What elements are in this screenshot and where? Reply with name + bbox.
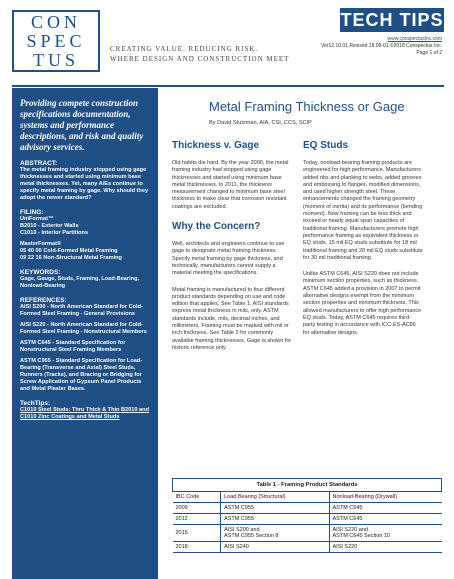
table-row: [173, 525, 442, 542]
tech-tips-badge: TECH TIPS: [340, 10, 444, 30]
filing-line: C1010 - Interior Partitions: [20, 230, 89, 236]
paragraph: Metal framing is manufactured to four different product standards depending on use and code edition that applies. See Table 1. AISI standards express metal thickness in mils, only. ASTM standards include, mils, decimal inches, and millimeters. Framing must be marked with mil or inch thickness. See Table 2 for commonly available framing thicknesses. Gage is shown for historic reference only.: [172, 286, 292, 351]
section-heading: EQ Studs: [303, 140, 349, 151]
table-cell: 2015: [173, 525, 221, 542]
section-heading: Thickness v. Gage: [172, 140, 260, 151]
table-caption-row: [173, 479, 442, 492]
logo-line: CON: [30, 12, 81, 32]
table-row: [173, 542, 442, 553]
left-column: [172, 140, 292, 358]
techtips-link[interactable]: C1010 Steel Studs: Thru Thick & Thin B2010 and C1010 Zinc Coatings and Metal Studs: [20, 407, 149, 420]
website-link[interactable]: www.conspectusinc.com: [387, 36, 442, 42]
right-column: [303, 140, 423, 343]
table-caption: Table 1 - Framing Product Standards: [173, 479, 442, 492]
section-heading: Why the Concern?: [172, 221, 261, 233]
tagline-line: CREATING VALUE. REDUCING RISK.: [110, 45, 259, 53]
techtips-heading: TechTips:: [20, 400, 51, 407]
table-cell: ASTM C955: [221, 514, 329, 525]
page-number: Page 1 of 2: [416, 50, 442, 56]
paragraph: Unlike ASTM C645, AISI S220 does not include minimum section properties, such as thickness. ASTM C645 added a provision in 2007 to permit alternative designs exempt from the minimum section properties and minimum thickness. This allowed manufacturers to offer high performance EQ studs. Today, ASTM C645 requires third-party testing in accordance with ICC-ES-AC86 for alternative designs.: [303, 271, 422, 336]
filing-heading: FILING:: [20, 209, 44, 216]
column-header: Nonload-Bearing (Drywall): [329, 492, 442, 503]
filing-line: UniFormat™: [20, 216, 54, 222]
table-cell: ASTM C645: [329, 503, 442, 514]
table-cell: AISI S240: [221, 542, 329, 553]
table-cell: ASTM C955: [221, 503, 329, 514]
table-row: [173, 514, 442, 525]
paragraph: Today, nonload-bearing framing products are engineered for high performance. Manufacturers added ribs and planking to webs, added grooves and embossing to flanges, modified dimensions, and used higher strength steel. These enhancements changed the framing geometry (moment of inertia) and its performance (bending moment). Now framing can be less thick and exceed or nearly equal span capacities of traditional framing. Manufacturers promote high performance framing as equivalent thickness or EQ studs. 15 mil EQ studs substitute for 18 mil traditional framing and 20 mil EQ studs substitute for 30 mil traditional framing.: [303, 160, 423, 261]
conspectus-logo: [12, 10, 100, 72]
abstract-text: The metal framing industry stopped using gage thicknesses and started using minimum base metal thicknesses. Yet, many A/Es continue to specify metal framing by gage. Why should they adopt the newer standard?: [20, 167, 149, 201]
sidebar: [12, 88, 158, 579]
keywords-heading: KEYWORDS:: [20, 269, 61, 276]
column-header: IBC Code: [173, 492, 221, 503]
sidebar-intro: Providing compete construction specifications documentation, systems and performance descriptions, and risk and quality advisory services.: [20, 98, 144, 152]
references-heading: REFERENCES:: [20, 297, 67, 304]
reference-item: ASTM C955 - Standard Specification for Load-Bearing (Transverse and Axial) Steel Studs, Runners (Tracks), and Bracing or Bridging for Screw Application of Gypsum Panel Products and Metal Plaster Bases.: [20, 358, 143, 392]
header-divider: [12, 85, 444, 87]
tagline-line: WHERE DESIGN AND CONSTRUCTION MEET: [110, 55, 290, 63]
page-header: [0, 0, 454, 84]
logo-line: TUS: [32, 50, 79, 70]
abstract-heading: ABSTRACT:: [20, 160, 58, 167]
filing-line: 09 22 16 Non-Structural Metal Framing: [20, 255, 122, 261]
tagline: [110, 44, 289, 64]
reference-item: ASTM C645 - Standard Specification for Nonstructural Steel Framing Members: [20, 340, 126, 353]
byline: By David Stutzman, AIA, CSI, CCS, SCIP: [209, 120, 312, 126]
main-content: [172, 88, 448, 579]
reference-item: AISI S200 - North American Standard for Cold-Formed Steel Framing - General Provisions: [20, 304, 143, 317]
filing-line: MasterFormat®: [20, 241, 62, 247]
paragraph: Old habits die hard. By the year 2000, the metal framing industry had stopped using gage thicknesses and started using minimum base metal thicknesses. In 2011, the thickness measurement changed to minimum base steel thickness to make clear that corrosion resistant coatings are excluded.: [172, 160, 289, 210]
table-cell: AISI S220 and ASTM C645 Section 10: [329, 525, 442, 542]
page-title: Metal Framing Thickness or Gage: [209, 99, 405, 114]
reference-item: AISI S220 - North American Standard for Cold-Formed Steel Framing - Nonstructural Members: [20, 322, 147, 335]
column-header: Load Bearing (Structural): [221, 492, 329, 503]
keywords-text: Gage, Gauge, Studs, Framing, Load-Bearing, Nonload-Bearing: [20, 276, 140, 289]
paragraph: Well, architects and engineers continue to use gage to designate metal framing thickness. Specify metal framing by gage thickness, and technically, manufacturers cannot supply a material meeting the specifications.: [172, 241, 285, 277]
logo-line: SPEC: [26, 31, 86, 51]
table-cell: AISI S220: [329, 542, 442, 553]
table-cell: AISI S200 and ASTM C955 Section 8: [221, 525, 329, 542]
table-cell: 2009: [173, 503, 221, 514]
table-cell: ASTM C645: [329, 514, 442, 525]
table-header-row: [173, 492, 442, 503]
framing-standards-table: [172, 478, 442, 553]
filing-line: 05 40 00 Cold-Formed Metal Framing: [20, 248, 118, 254]
table-row: [173, 503, 442, 514]
table-cell: 2012: [173, 514, 221, 525]
filing-line: B2010 - Exterior Walls: [20, 223, 79, 229]
version-text: Ver12.10.01 Revised 18.08-01 ©2018 Conspectus Inc.: [321, 43, 442, 49]
table-cell: 2018: [173, 542, 221, 553]
